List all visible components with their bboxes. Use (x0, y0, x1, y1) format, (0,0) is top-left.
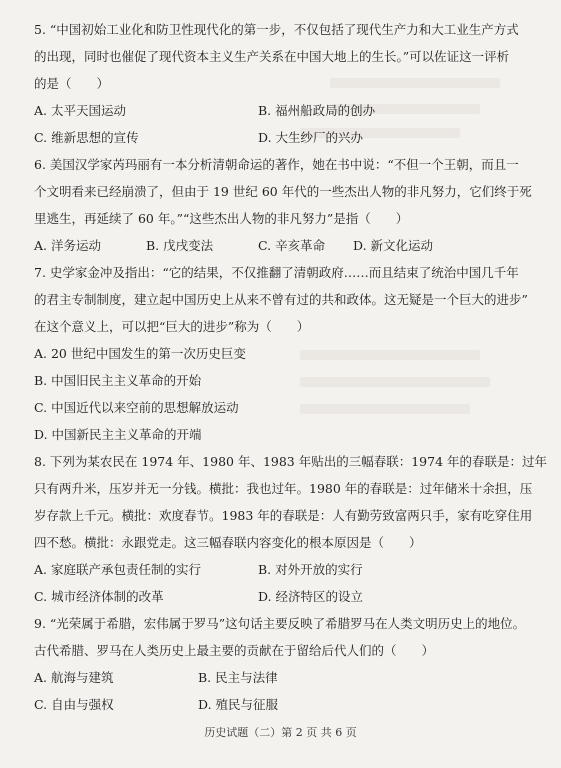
option-c: C. 自由与强权 (34, 697, 114, 712)
option-c: C. 中国近代以来空前的思想解放运动 (34, 400, 239, 415)
page-footer: 历史试题（二）第 2 页 共 6 页 (204, 726, 357, 739)
option-c: C. 辛亥革命 (258, 238, 326, 253)
option-d: D. 经济特区的设立 (258, 589, 364, 604)
bleed-through-mark (300, 350, 480, 360)
question-text-line: 里逃生，再延续了 60 年。”“这些杰出人物的非凡努力”是指（ ） (34, 211, 409, 226)
option-d: D. 中国新民主主义革命的开端 (34, 427, 202, 442)
option-b: B. 中国旧民主主义革命的开始 (34, 373, 202, 388)
option-d: D. 大生纱厂的兴办 (258, 130, 364, 145)
option-b: B. 对外开放的实行 (258, 562, 363, 577)
question-text-line: 个文明看来已经崩溃了，但由于 19 世纪 60 年代的一些杰出人物的非凡努力，它们终于死 (34, 184, 532, 199)
question-text-line: 在这个意义上，可以把“巨大的进步”称为（ ） (34, 319, 310, 334)
option-b: B. 戊戌变法 (146, 238, 214, 253)
option-a: A. 洋务运动 (34, 238, 101, 253)
option-a: A. 20 世纪中国发生的第一次历史巨变 (34, 346, 246, 361)
question-text-line: 的出现，同时也催促了现代资本主义生产关系在中国大地上的生长。”可以佐证这一评析 (34, 49, 510, 64)
bleed-through-mark (300, 377, 490, 387)
question-text-line: 的是（ ） (34, 76, 110, 91)
option-b: B. 民主与法律 (198, 670, 278, 685)
option-d: D. 殖民与征服 (198, 697, 279, 712)
bleed-through-mark (300, 404, 470, 414)
option-b: B. 福州船政局的创办 (258, 103, 376, 118)
option-c: C. 维新思想的宣传 (34, 130, 139, 145)
question-text-line: 7. 史学家金冲及指出：“它的结果，不仅推翻了清朝政府……而且结束了统治中国几千年 (34, 265, 519, 280)
question-text-line: 9. “光荣属于希腊，宏伟属于罗马”这句话主要反映了希腊罗马在人类文明历史上的地位。 (34, 616, 526, 631)
question-text-line: 8. 下列为某农民在 1974 年、1980 年、1983 年贴出的三幅春联：1974 年的春联是：过年 (34, 454, 548, 469)
question-text-line: 四不愁。横批：永跟党走。这三幅春联内容变化的根本原因是（ ） (34, 535, 422, 550)
question-text-line: 5. “中国初始工业化和防卫性现代化的第一步，不仅包括了现代生产力和大工业生产方式 (34, 22, 519, 37)
question-text-line: 的君主专制制度，建立起中国历史上从来不曾有过的共和政体。这无疑是一个巨大的进步” (34, 292, 528, 307)
option-a: A. 太平天国运动 (34, 103, 126, 118)
option-d: D. 新文化运动 (353, 238, 434, 253)
question-text-line: 只有两升米，压岁并无一分钱。横批：我也过年。1980 年的春联是：过年储米十余担，压 (34, 481, 533, 496)
question-text-line: 岁存款上千元。横批：欢度春节。1983 年的春联是：人有勤劳致富两只手，家有吃穿住用 (34, 508, 533, 523)
question-text-line: 6. 美国汉学家芮玛丽有一本分析清朝命运的著作，她在书中说：“不但一个王朝，而且一 (34, 157, 519, 172)
option-a: A. 航海与建筑 (34, 670, 114, 685)
option-c: C. 城市经济体制的改革 (34, 589, 164, 604)
question-text-line: 古代希腊、罗马在人类历史上最主要的贡献在于留给后代人们的（ ） (34, 643, 435, 658)
option-a: A. 家庭联产承包责任制的实行 (34, 562, 201, 577)
